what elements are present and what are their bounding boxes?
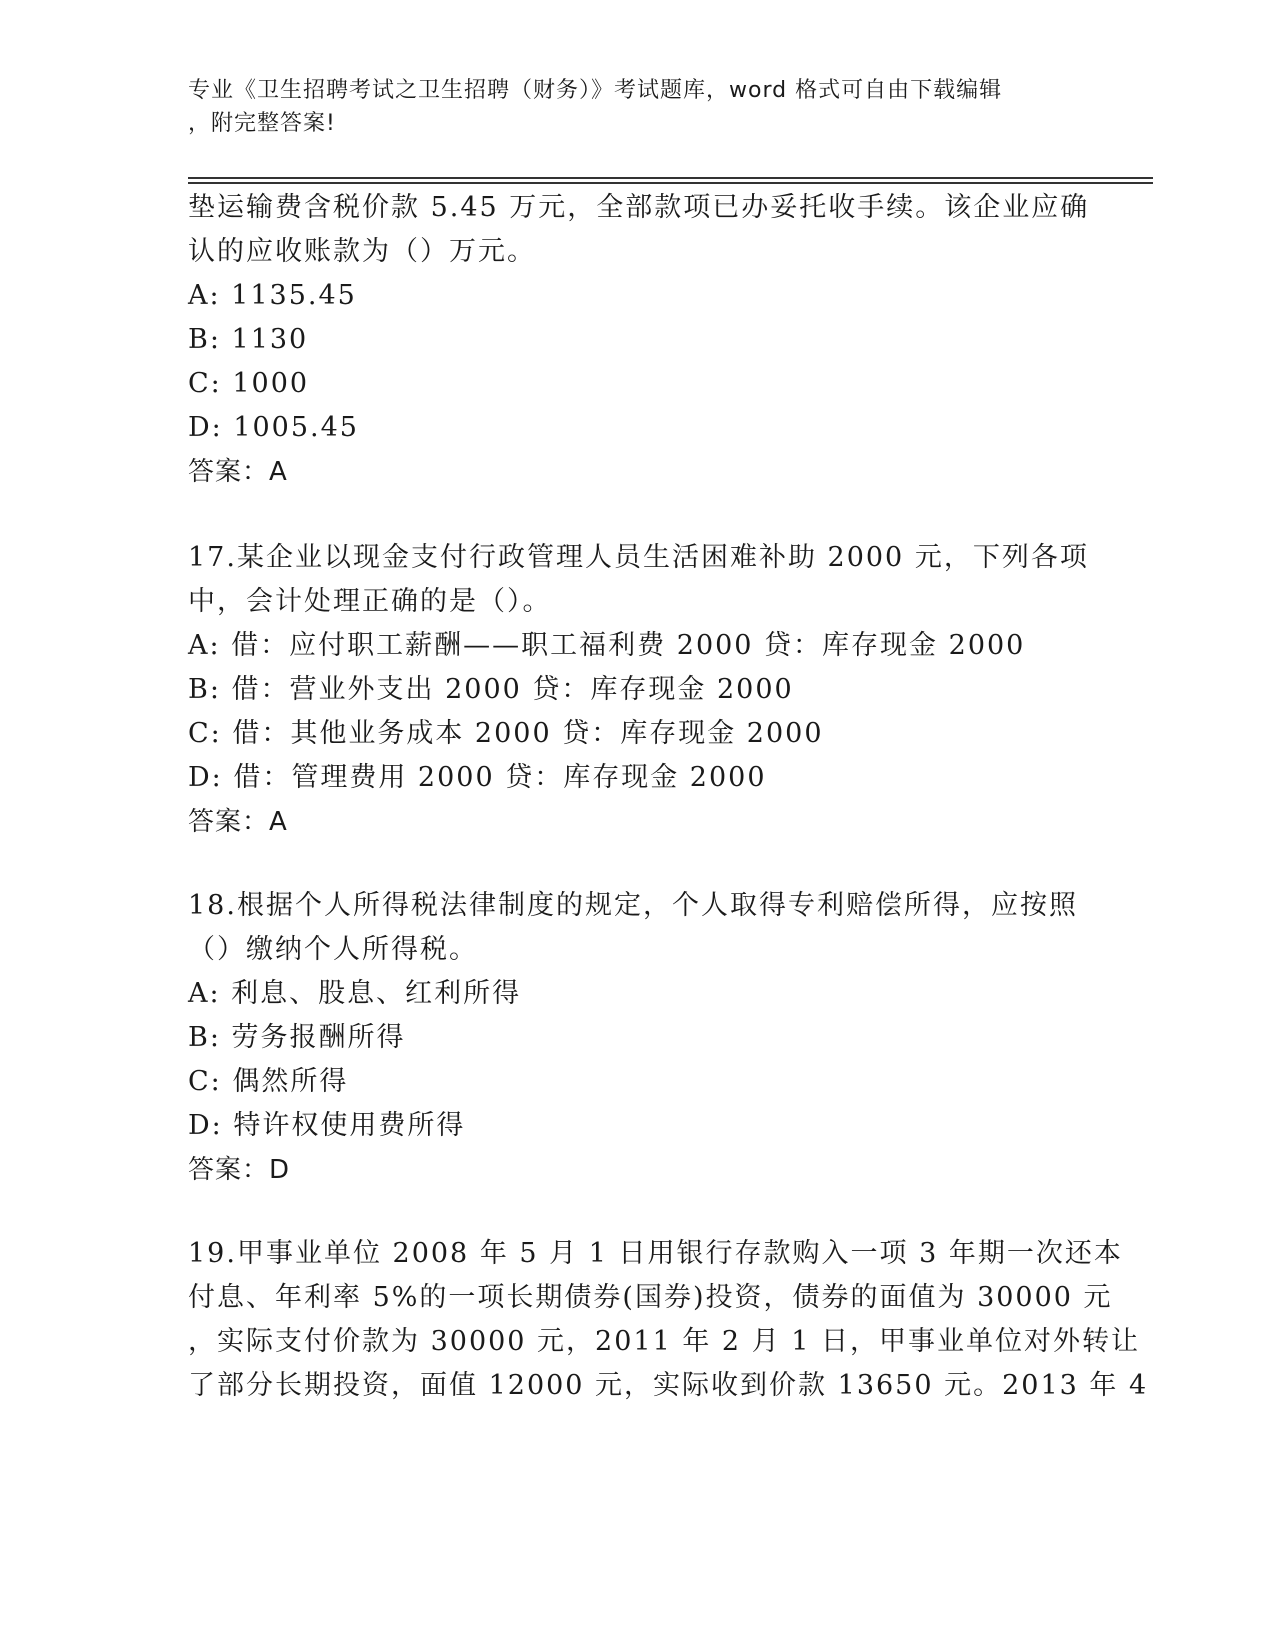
question-16-text-line-1: 垫运输费含税价款 5.45 万元，全部款项已办妥托收手续。该企业应确 (188, 192, 1090, 223)
question-17-option-a: A: 借：应付职工薪酬——职工福利费 2000 贷：库存现金 2000 (188, 630, 1026, 661)
question-18-option-c: C: 偶然所得 (188, 1066, 349, 1097)
question-17-option-c: C: 借：其他业务成本 2000 贷：库存现金 2000 (188, 718, 824, 749)
header-line-2: ，附完整答案! (188, 111, 336, 136)
question-16-option-b: B: 1130 (188, 324, 309, 355)
question-18-option-d: D: 特许权使用费所得 (188, 1110, 466, 1141)
header-divider-top (188, 177, 1153, 179)
question-19-text-line-3: ，实际支付价款为 30000 元，2011 年 2 月 1 日，甲事业单位对外转让 (188, 1326, 1141, 1357)
question-17-option-d: D: 借：管理费用 2000 贷：库存现金 2000 (188, 762, 767, 793)
header-line-1: 专业《卫生招聘考试之卫生招聘（财务）》考试题库，word 格式可自由下载编辑 (188, 78, 1003, 103)
question-17-option-b: B: 借：营业外支出 2000 贷：库存现金 2000 (188, 674, 794, 705)
question-19-text-line-1: 19.甲事业单位 2008 年 5 月 1 日用银行存款购入一项 3 年期一次还本 (188, 1238, 1123, 1269)
page-header (188, 74, 1078, 140)
question-16-answer: 答案：A (188, 457, 288, 487)
header-divider-bottom (188, 182, 1153, 184)
question-18-text-line-1: 18.根据个人所得税法律制度的规定，个人取得专利赔偿所得，应按照 (188, 890, 1078, 921)
question-17-text-line-1: 17.某企业以现金支付行政管理人员生活困难补助 2000 元，下列各项 (188, 542, 1089, 573)
question-18-text-line-2: （）缴纳个人所得税。 (188, 934, 478, 965)
question-18-option-a: A: 利息、股息、红利所得 (188, 978, 522, 1009)
question-18-answer: 答案：D (188, 1155, 291, 1185)
question-19-text-line-4: 了部分长期投资，面值 12000 元，实际收到价款 13650 元。2013 年 4 (188, 1370, 1149, 1401)
question-17-answer: 答案：A (188, 807, 288, 837)
question-16-option-c: C: 1000 (188, 368, 310, 399)
question-16-option-a: A: 1135.45 (188, 280, 357, 311)
question-16-text-line-2: 认的应收账款为（）万元。 (188, 236, 536, 267)
question-17-text-line-2: 中，会计处理正确的是（）。 (188, 586, 552, 617)
question-19-text-line-2: 付息、年利率 5%的一项长期债券(国券)投资，债券的面值为 30000 元 (188, 1282, 1113, 1313)
question-16-option-d: D: 1005.45 (188, 412, 359, 443)
question-18-option-b: B: 劳务报酬所得 (188, 1022, 406, 1053)
